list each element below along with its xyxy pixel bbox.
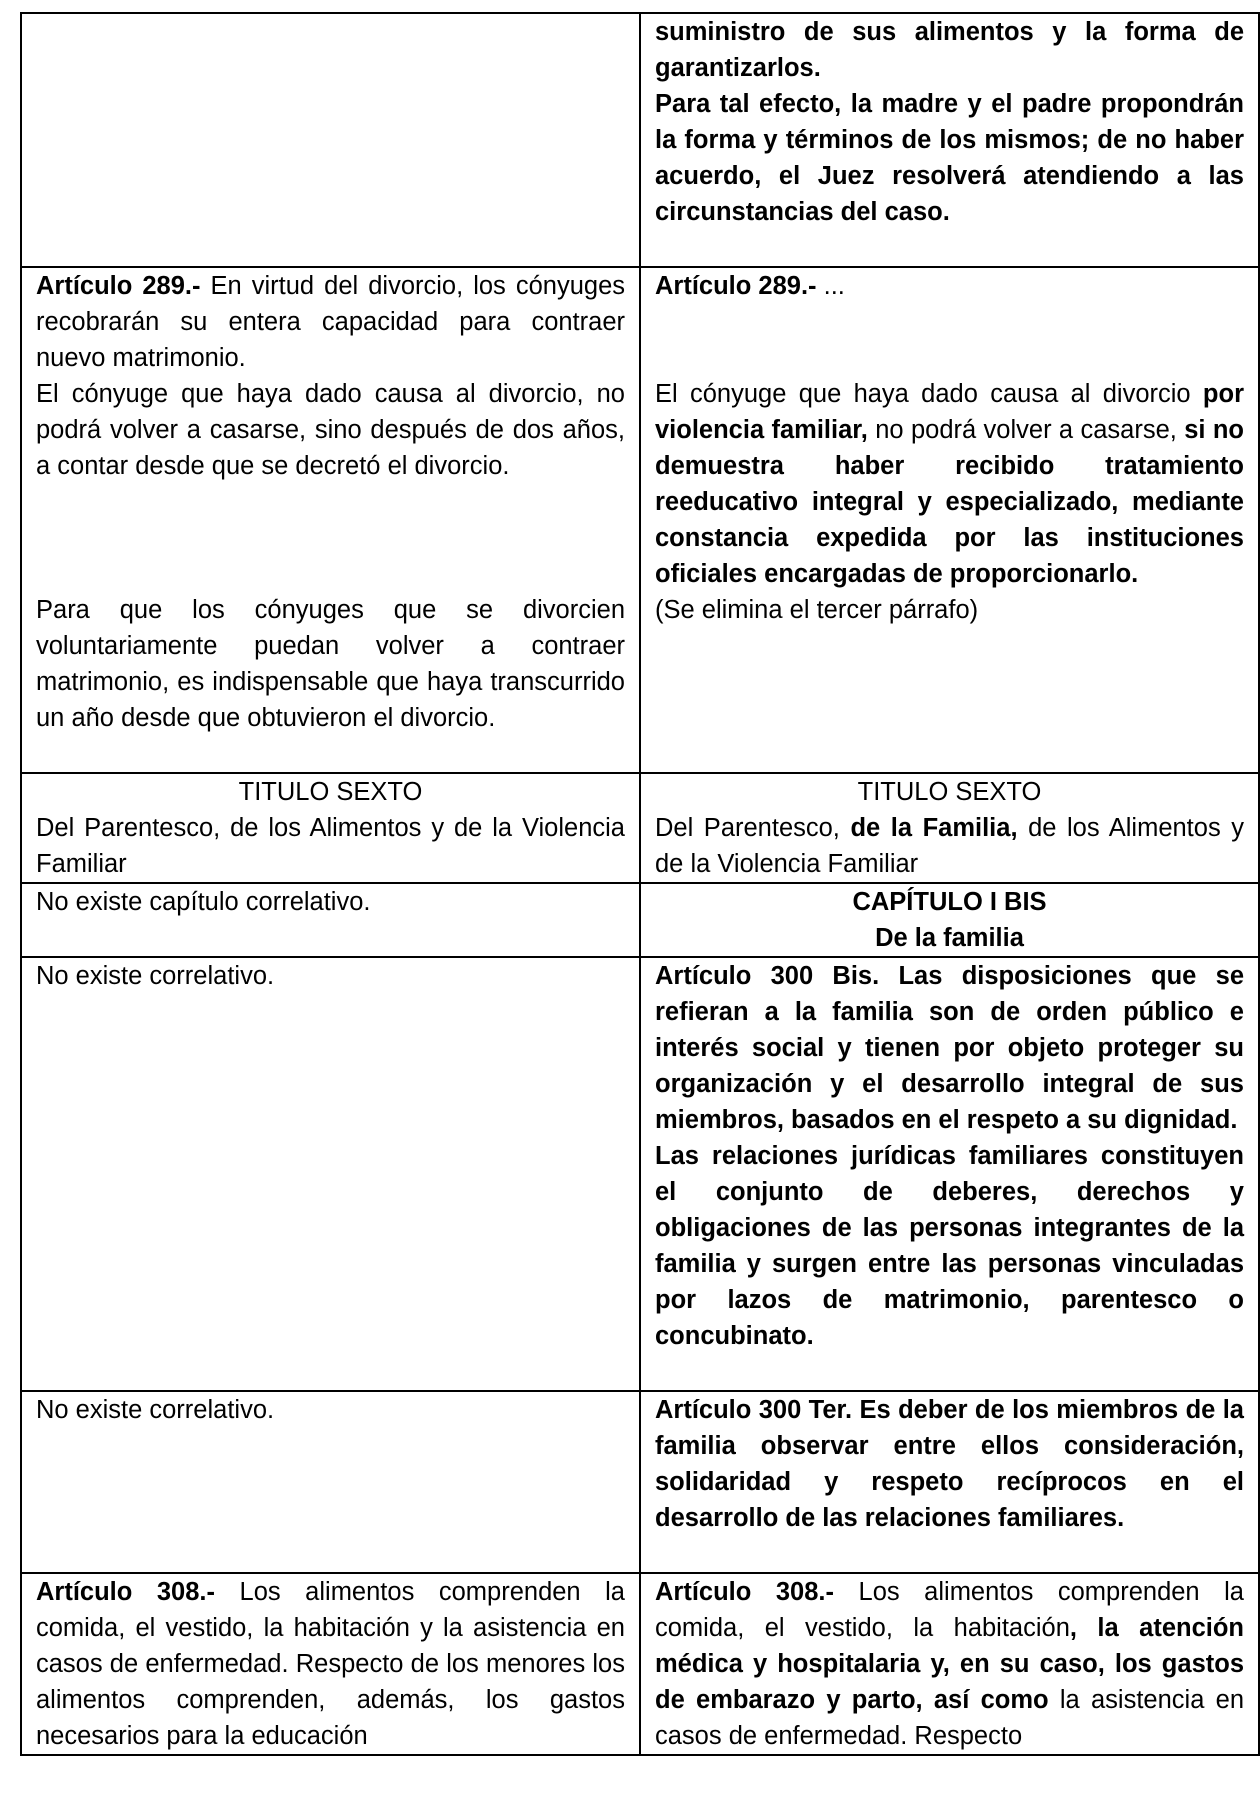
left-cell-titulo [21,773,640,883]
spacer [36,484,625,592]
right-cell-300ter [640,1391,1259,1573]
text: Del Parentesco, [655,814,851,842]
text: Los alimentos comprenden la comida, el vestido, la habitación [655,1578,1244,1642]
left-cell-308 [21,1573,640,1755]
article-heading: Artículo 289.- [655,272,817,300]
paragraph [655,1574,1244,1754]
text-bold: por violencia familiar, [655,380,1244,444]
right-cell-titulo [640,773,1259,883]
article-heading: Artículo 308.- [655,1578,834,1606]
paragraph: Para tal efecto, la madre y el padre propondrán la forma y términos de los mismos; de no haber acuerdo, el Juez resolverá atendiendo a las circunstancias del caso. [655,90,1244,226]
text: El cónyuge que haya dado causa al divorcio [655,380,1203,408]
comparison-table [20,12,1260,1756]
paragraph: El cónyuge que haya dado causa al divorcio, no podrá volver a casarse, sino después de dos años, a contar desde que se decretó el divorcio. [36,380,625,480]
paragraph: Artículo 300 Ter. Es deber de los miembros de la familia observar entre ellos consideración, solidaridad y respeto recíprocos en el desarrollo de las relaciones familiares. [655,1396,1244,1532]
chapter-subheading: De la familia [875,924,1024,952]
article-heading: Artículo 289.- [36,272,201,300]
left-cell-capitulo [21,883,640,957]
paragraph [36,268,625,376]
ellipsis: ... [816,272,845,300]
table-row [21,773,1259,883]
chapter-heading: CAPÍTULO I BIS [852,888,1047,916]
paragraph [36,1574,625,1754]
paragraph: (Se elimina el tercer párrafo) [655,596,979,624]
text: no podrá volver a casarse, [867,416,1185,444]
title-heading: TITULO SEXTO [238,778,423,806]
left-cell-article-289 [21,267,640,773]
table-row [21,957,1259,1391]
text-bold: si no demuestra haber recibido tratamiento reeducativo integral y especializado, mediante constancia expedida por las instituciones oficiales encargadas de proporcionarlo. [655,416,1244,588]
right-cell-capitulo [640,883,1259,957]
paragraph [655,810,1244,882]
paragraph [655,268,1244,304]
text: En virtud del divorcio, los cónyuges recobrarán su entera capacidad para contraer nuevo matrimonio. [36,272,625,372]
table-row [21,13,1259,267]
left-cell-300ter [21,1391,640,1573]
text: Los alimentos comprenden la comida, el vestido, la habitación y la asistencia en casos de enfermedad. Respecto de los menores los alimentos comprenden, además, los gastos necesarios para la educación [36,1578,625,1750]
right-cell-continuation [640,13,1259,267]
paragraph: Artículo 300 Bis. Las disposiciones que se refieran a la familia son de orden público e interés social y tienen por objeto proteger su organización y el desarrollo integral de sus miembros, basados en el respeto a su dignidad. [655,962,1244,1134]
paragraph: No existe correlativo. [36,1396,275,1424]
table-row [21,267,1259,773]
right-cell-308 [640,1573,1259,1755]
table-row [21,883,1259,957]
paragraph: Para que los cónyuges que se divorcien voluntariamente puedan volver a contraer matrimonio, es indispensable que haya transcurrido un año desde que obtuvieron el divorcio. [36,596,625,732]
left-cell-300bis [21,957,640,1391]
text: la asistencia en casos de enfermedad. Respecto [655,1686,1245,1750]
paragraph: Las relaciones jurídicas familiares constituyen el conjunto de deberes, derechos y obligaciones de las personas integrantes de la familia y surgen entre las personas vinculadas por lazos de matrimonio, parentesco o concubinato. [655,1142,1244,1350]
paragraph: No existe capítulo correlativo. [36,888,371,916]
text-bold: de la Familia, [850,814,1018,842]
spacer [655,340,1244,376]
table-row [21,1573,1259,1755]
spacer [655,304,1244,340]
paragraph [655,376,1244,592]
text-bold: , la atención médica y hospitalaria y, en su caso, los gastos de embarazo y parto, así como [655,1614,1244,1714]
table-row [21,1391,1259,1573]
paragraph: No existe correlativo. [36,962,275,990]
article-heading: Artículo 308.- [36,1578,215,1606]
paragraph: Del Parentesco, de los Alimentos y de la Violencia Familiar [36,814,625,878]
paragraph: suministro de sus alimentos y la forma de garantizarlos. [655,18,1244,82]
title-heading: TITULO SEXTO [857,778,1042,806]
right-cell-article-289 [640,267,1259,773]
right-cell-300bis [640,957,1259,1391]
left-cell-empty [21,13,640,267]
text: de los Alimentos y de la Violencia Familiar [655,814,1244,878]
